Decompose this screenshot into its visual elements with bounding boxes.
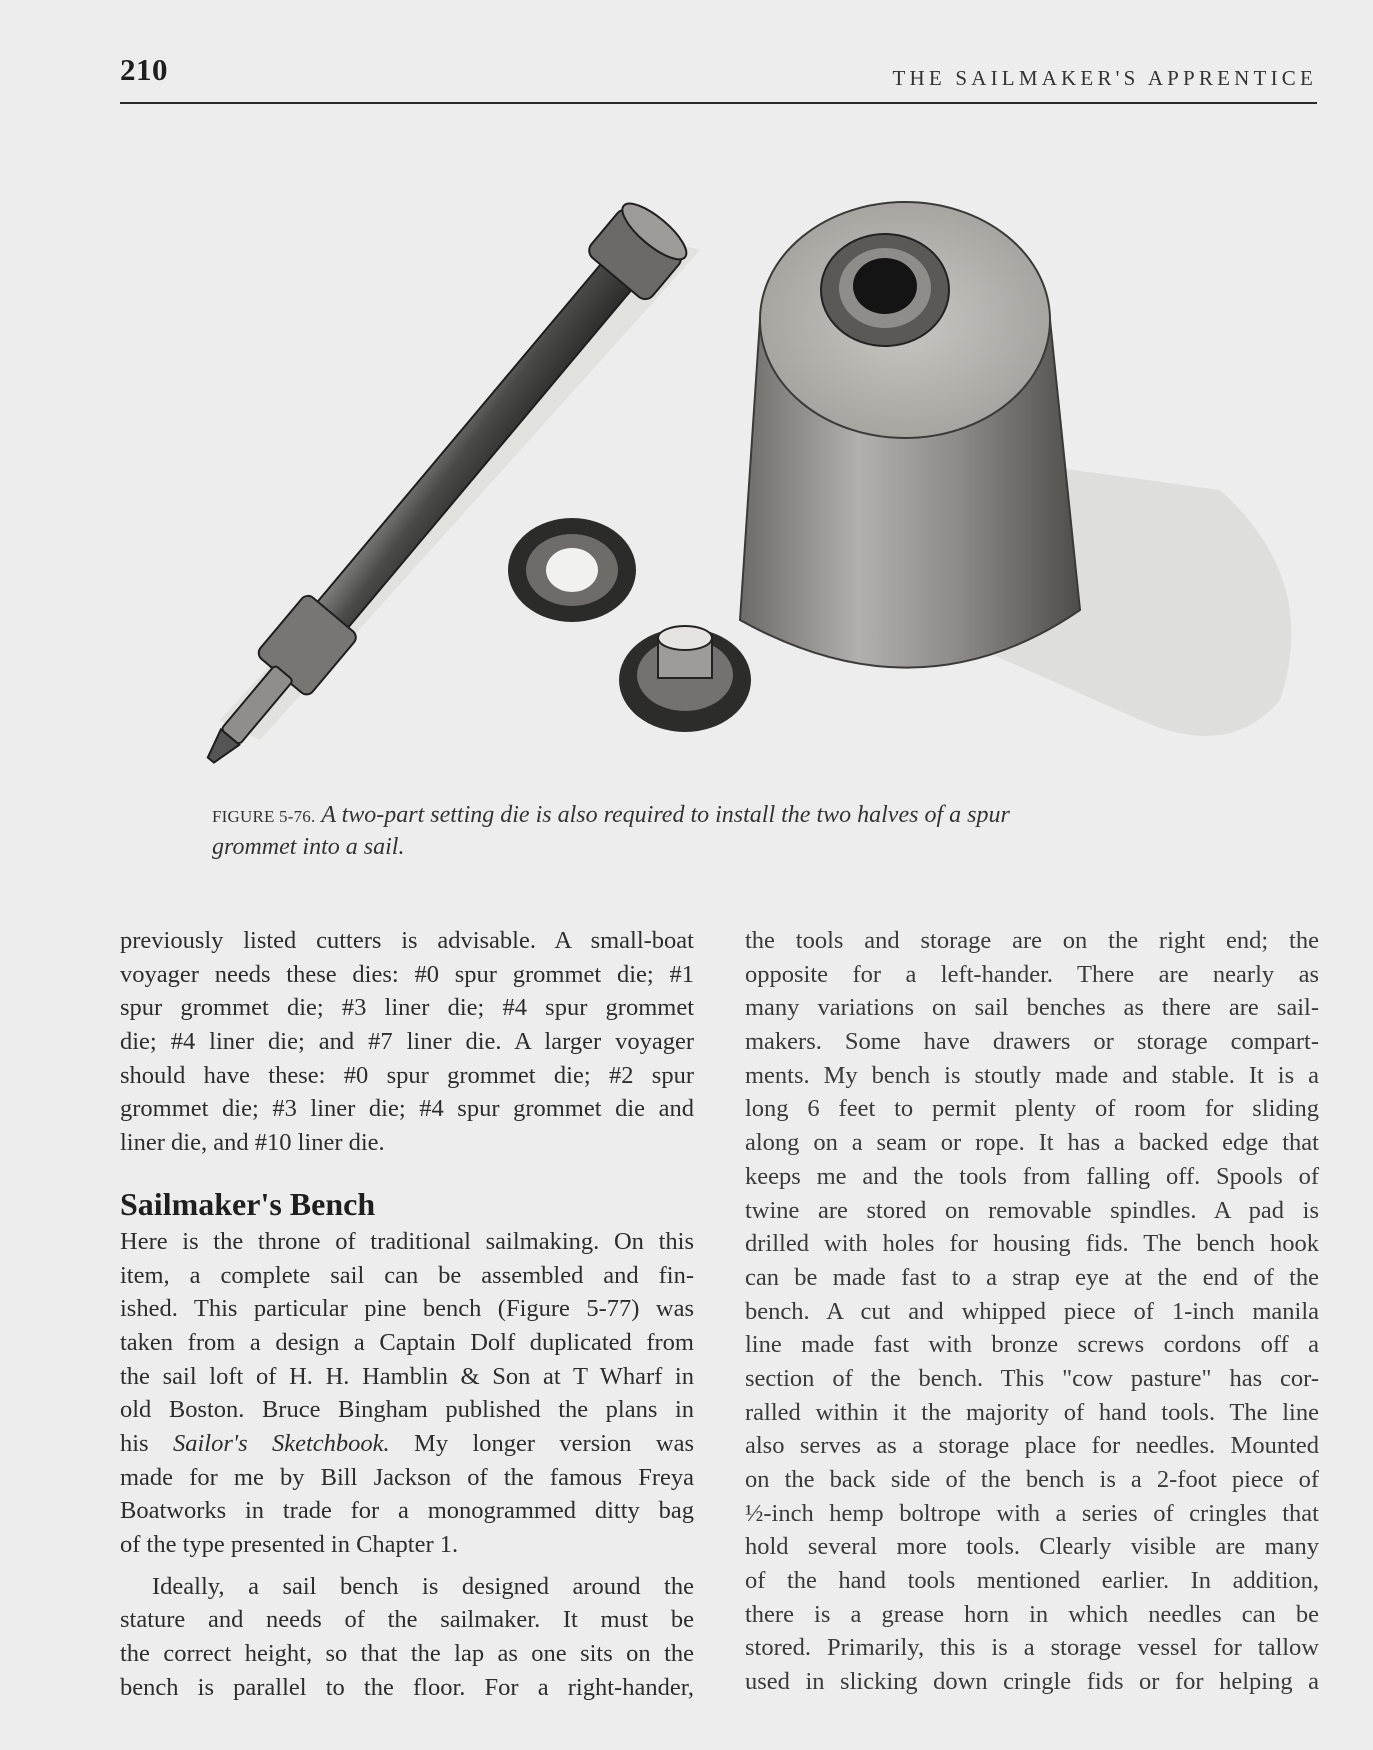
text-line: ralled within it the majority of hand tools. The line [745, 1398, 1319, 1426]
text-line: spur grommet die; #3 liner die; #4 spur grommet [120, 994, 694, 1022]
text-line: old Boston. Bruce Bingham published the plans in [120, 1396, 694, 1424]
text-line: the correct height, so that the lap as one sits on the [120, 1640, 694, 1668]
text-line: also serves as a storage place for needles. Mounted [745, 1432, 1319, 1460]
text-line: along on a seam or rope. It has a backed edge that [745, 1129, 1319, 1157]
figure-label: FIGURE 5-76. [212, 807, 316, 826]
right-column [745, 924, 1319, 1699]
grommet-eyelet [619, 626, 751, 732]
text-line: ments. My bench is stoutly made and stable. It is a [745, 1061, 1319, 1089]
text-line: there is a grease horn in which needles can be [745, 1600, 1319, 1628]
text-line: should have these: #0 spur grommet die; #2 spur [120, 1061, 694, 1089]
text-line: stature and needs of the sailmaker. It must be [120, 1606, 694, 1634]
text-line: on the back side of the bench is a 2-foot piece of [745, 1466, 1319, 1493]
left-column [120, 924, 694, 1704]
text-line: made for me by Bill Jackson of the famous Freya [120, 1463, 694, 1491]
text-line: makers. Some have drawers or storage compart- [745, 1028, 1319, 1056]
text-line: liner die, and #10 liner die. [120, 1129, 385, 1157]
text-line: Ideally, a sail bench is designed around the [152, 1572, 694, 1600]
running-head: THE SAILMAKER'S APPRENTICE [892, 66, 1317, 90]
text-line: bench is parallel to the floor. For a right-hander, [120, 1673, 694, 1701]
figure-illustration [140, 160, 1320, 790]
text-line: Boatworks in trade for a monogrammed ditty bag [120, 1497, 694, 1525]
text-line: long 6 feet to permit plenty of room for sliding [745, 1095, 1319, 1123]
text-line: keeps me and the tools from falling off. Spools of [745, 1162, 1319, 1190]
text-line: grommet die; #3 liner die; #4 spur grommet die and [120, 1095, 694, 1123]
book-title: Sailor's Sketchbook. [172, 1429, 390, 1457]
text-line: of the type presented in Chapter 1. [120, 1531, 459, 1558]
text-line: previously listed cutters is advisable. A small-boat [120, 927, 694, 954]
text-line: section of the bench. This "cow pasture" has cor- [745, 1364, 1319, 1392]
text-line: item, a complete sail can be assembled and fin- [120, 1261, 694, 1289]
text-line: the sail loft of H. H. Hamblin & Son at T Wharf in [120, 1362, 694, 1390]
paragraph-bench-details [745, 924, 1319, 1699]
text-line: hold several more tools. Clearly visible are many [745, 1533, 1319, 1561]
setting-die-base [740, 202, 1080, 668]
page-number: 210 [120, 52, 168, 87]
text-line: ished. This particular pine bench (Figure 5-77) was [120, 1295, 694, 1323]
text-line: Here is the throne of traditional sailmaking. On this [120, 1227, 694, 1255]
figure-caption [212, 800, 1162, 863]
text-line: drilled with holes for housing fids. The bench hook [745, 1230, 1319, 1258]
header-rule [120, 102, 1317, 104]
text-line: many variations on sail benches as there are sail- [745, 994, 1319, 1022]
paragraph-bench-intro [120, 1225, 694, 1562]
text-fragment: his [120, 1429, 173, 1457]
text-line [120, 1427, 694, 1461]
figure-caption-line-1: A two-part setting die is also required to install the two halves of a spur [321, 802, 1010, 828]
grommet-washer [508, 518, 636, 622]
text-line: opposite for a left-hander. There are nearly as [745, 960, 1319, 988]
text-line: bench. A cut and whipped piece of 1-inch manila [745, 1297, 1319, 1325]
figure-caption-line-2: grommet into a sail. [212, 834, 405, 860]
text-fragment: My longer version was [389, 1429, 694, 1457]
text-line: the tools and storage are on the right end; the [745, 927, 1319, 954]
punch-rod [180, 195, 694, 786]
paragraph-dies-list [120, 924, 694, 1160]
section-heading: Sailmaker's Bench [120, 1185, 376, 1222]
text-line: stored. Primarily, this is a storage vessel for tallow [745, 1634, 1319, 1662]
text-line: taken from a design a Captain Dolf duplicated from [120, 1328, 694, 1356]
text-line: line made fast with bronze screws cordons off a [745, 1331, 1319, 1359]
text-line: used in slicking down cringle fids or for helping a [745, 1668, 1319, 1696]
text-line: twine are stored on removable spindles. A pad is [745, 1196, 1319, 1224]
text-line: can be made fast to a strap eye at the end of the [745, 1263, 1319, 1291]
text-line: of the hand tools mentioned earlier. In addition, [745, 1567, 1319, 1595]
text-line: voyager needs these dies: #0 spur grommet die; #1 [120, 960, 694, 988]
paragraph-bench-design [120, 1570, 694, 1705]
text-line: ½-inch hemp boltrope with a series of cringles that [745, 1499, 1319, 1527]
text-line: die; #4 liner die; and #7 liner die. A larger voyager [120, 1028, 694, 1056]
